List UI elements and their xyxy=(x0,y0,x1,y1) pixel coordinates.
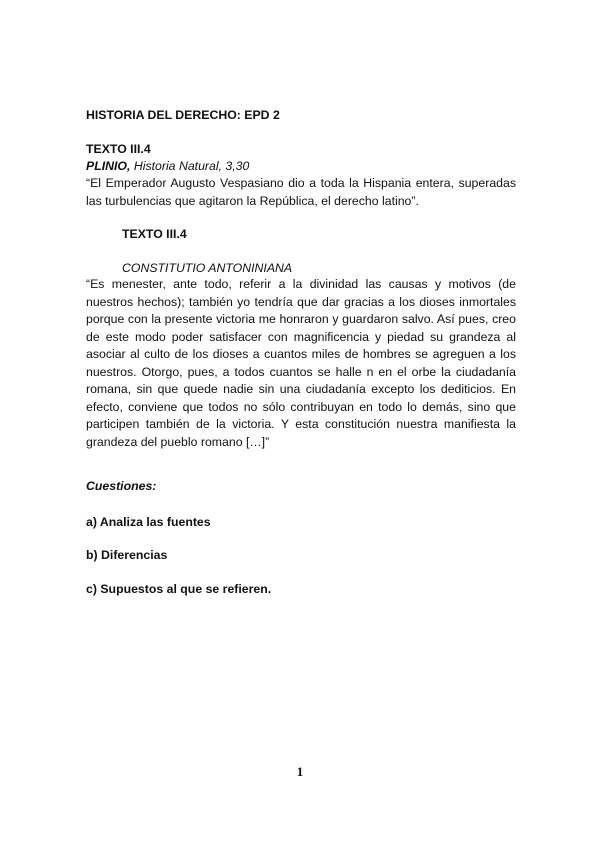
question-c: c) Supuestos al que se refieren. xyxy=(86,582,272,596)
texto2-quote: “Es menester, ante todo, referir a la divinidad las causas y motivos (de nuestros hechos); también yo tendría que dar gracias a los dioses inmortales porque con la presente victoria me honraron y guardaron salvo. Así pues, creo de este modo poder satisfacer con magnificencia y piedad su grandeza al asociar al culto de los dioses a cuantos miles de hombres se agreguen a los nuestros. Otorgo, pues, a todos cuantos se halle n en el orbe la ciudadanía romana, sin que quede nadie sin una ciudadanía excepto los dediticios. En efecto, conviene que todos no sólo contribuyan en todo lo demás, sino que participen también de la victoria. Y esta constitución nuestra manifiesta la grandeza del pueblo romano […]” xyxy=(86,277,516,449)
texto1-heading: TEXTO III.4 xyxy=(86,142,151,156)
question-b: b) Diferencias xyxy=(86,548,168,562)
cuestiones-heading: Cuestiones: xyxy=(86,479,157,493)
texto2-name: CONSTITUTIO ANTONINIANA xyxy=(122,261,293,275)
texto1-work: Historia Natural, 3,30 xyxy=(133,159,250,173)
question-a: a) Analiza las fuentes xyxy=(86,515,211,529)
texto1-quote: “El Emperador Augusto Vespasiano dio a toda la Hispania entera, superadas las turbulencias que agitaron la República, el derecho latino”. xyxy=(86,176,516,208)
document-title: HISTORIA DEL DERECHO: EPD 2 xyxy=(86,108,280,122)
texto1-author: PLINIO, xyxy=(86,159,131,173)
texto2-heading: TEXTO III.4 xyxy=(122,227,187,241)
page-number: 1 xyxy=(296,764,304,779)
texto1-source xyxy=(86,158,516,176)
